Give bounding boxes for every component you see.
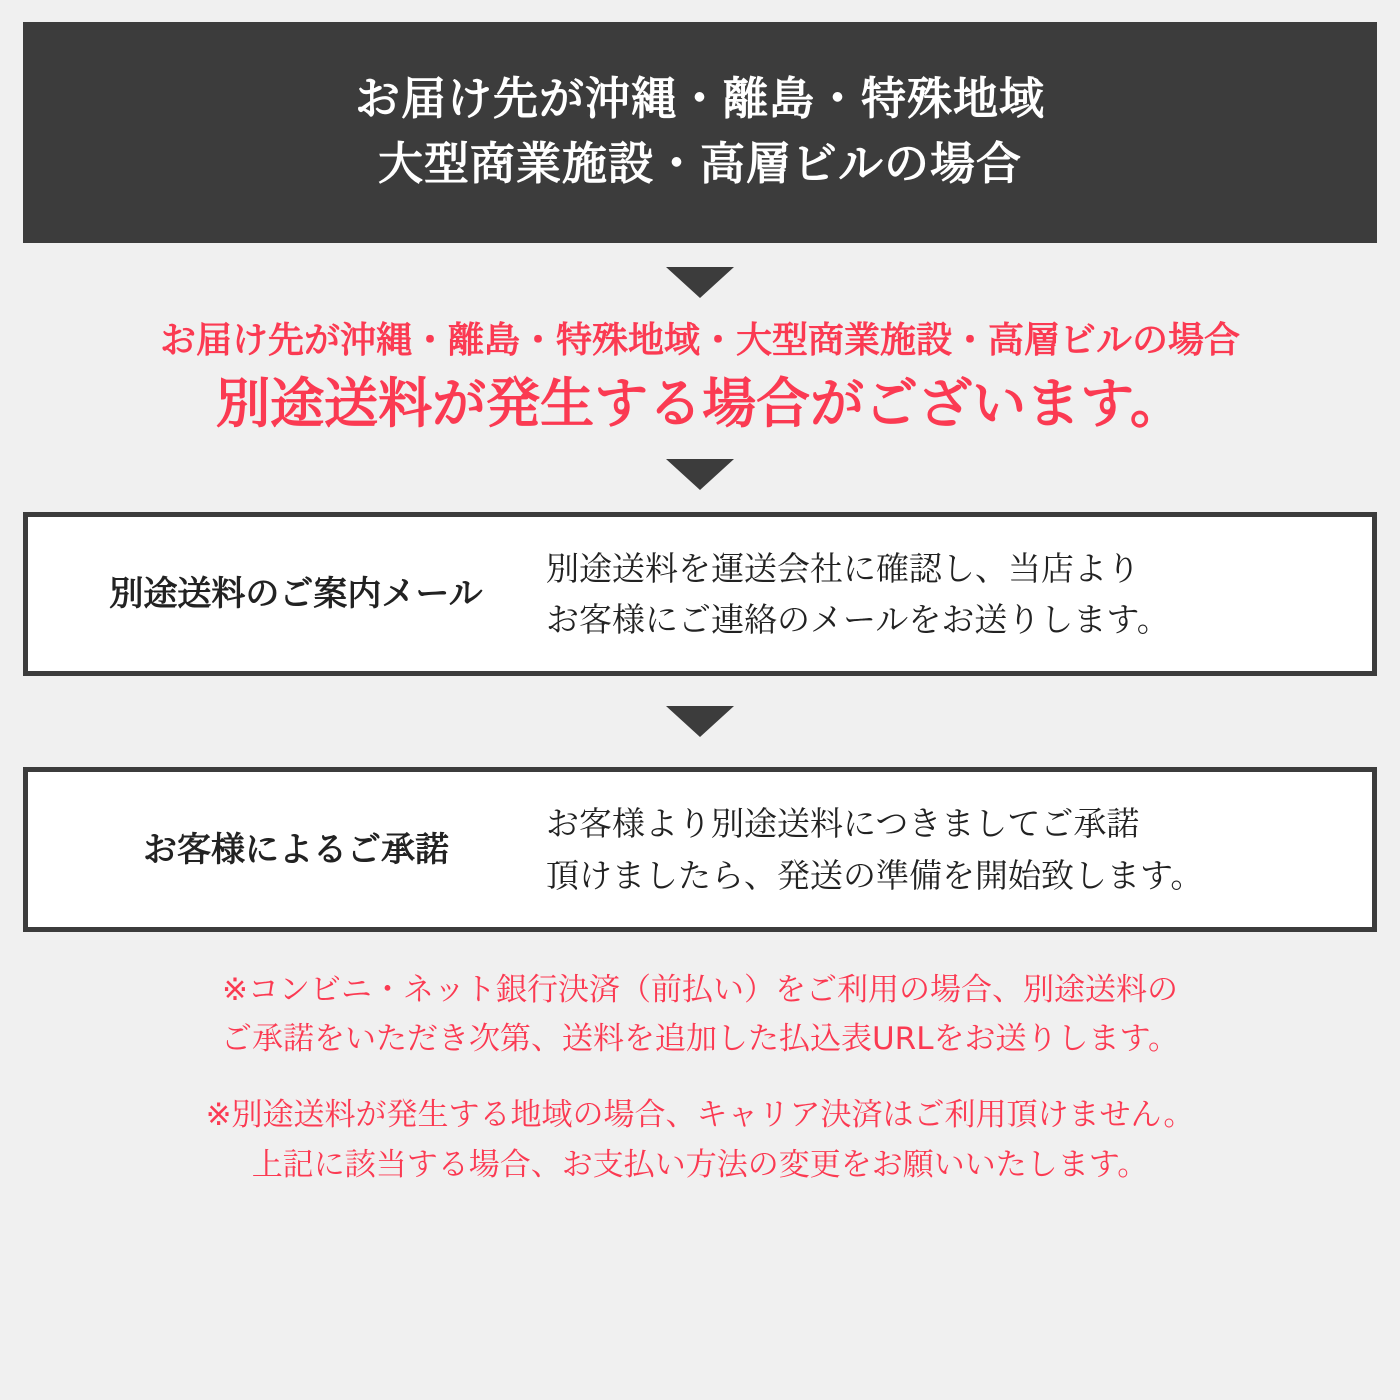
footnote-1-line-2: ご承諾をいただき次第、送料を追加した払込表URLをお送りします。 [220, 1021, 1180, 1058]
emphasis-block [23, 318, 1377, 442]
footnote-2 [23, 1091, 1377, 1190]
emphasis-title: 別途送料が発生する場合がございます。 [216, 372, 1184, 436]
step-description-1-line-2: お客様にご連絡のメールをお送りします。 [546, 600, 1170, 640]
arrow-down-1 [0, 267, 1400, 298]
step-label-1: 別途送料のご案内メール [109, 574, 483, 615]
header-banner [23, 22, 1377, 243]
arrow-down-3 [0, 706, 1400, 737]
step-description-2 [546, 798, 1354, 900]
step-description-2-line-2: 頂けましたら、発送の準備を開始致します。 [546, 855, 1204, 895]
footnote-1 [23, 966, 1377, 1065]
arrow-down-2 [0, 459, 1400, 490]
step-description-1-line-1: 別途送料を運送会社に確認し、当店より [546, 549, 1140, 589]
step-description-1 [546, 543, 1354, 645]
triangle-down-icon [666, 267, 734, 298]
footnote-2-line-2: 上記に該当する場合、お支払い方法の変更をお願いいたします。 [251, 1146, 1149, 1183]
header-line-1: お届け先が沖縄・離島・特殊地域 [354, 72, 1045, 125]
emphasis-subtitle: お届け先が沖縄・離島・特殊地域・大型商業施設・高層ビルの場合 [159, 319, 1240, 361]
step-description-2-line-1: お客様より別途送料につきましてご承諾 [546, 804, 1140, 844]
header-line-2: 大型商業施設・高層ビルの場合 [377, 137, 1022, 191]
step-box-email-notice [23, 512, 1377, 676]
step-box-customer-consent [23, 767, 1377, 931]
footnotes [23, 966, 1377, 1216]
triangle-down-icon [666, 706, 734, 737]
triangle-down-icon [666, 459, 734, 490]
footnote-1-line-1: ※コンビニ・ネット銀行決済（前払い）をご利用の場合、別途送料の [222, 971, 1178, 1008]
footnote-2-line-1: ※別途送料が発生する地域の場合、キャリア決済はご利用頂けません。 [205, 1096, 1195, 1133]
step-label-2: お客様によるご承諾 [143, 829, 449, 870]
